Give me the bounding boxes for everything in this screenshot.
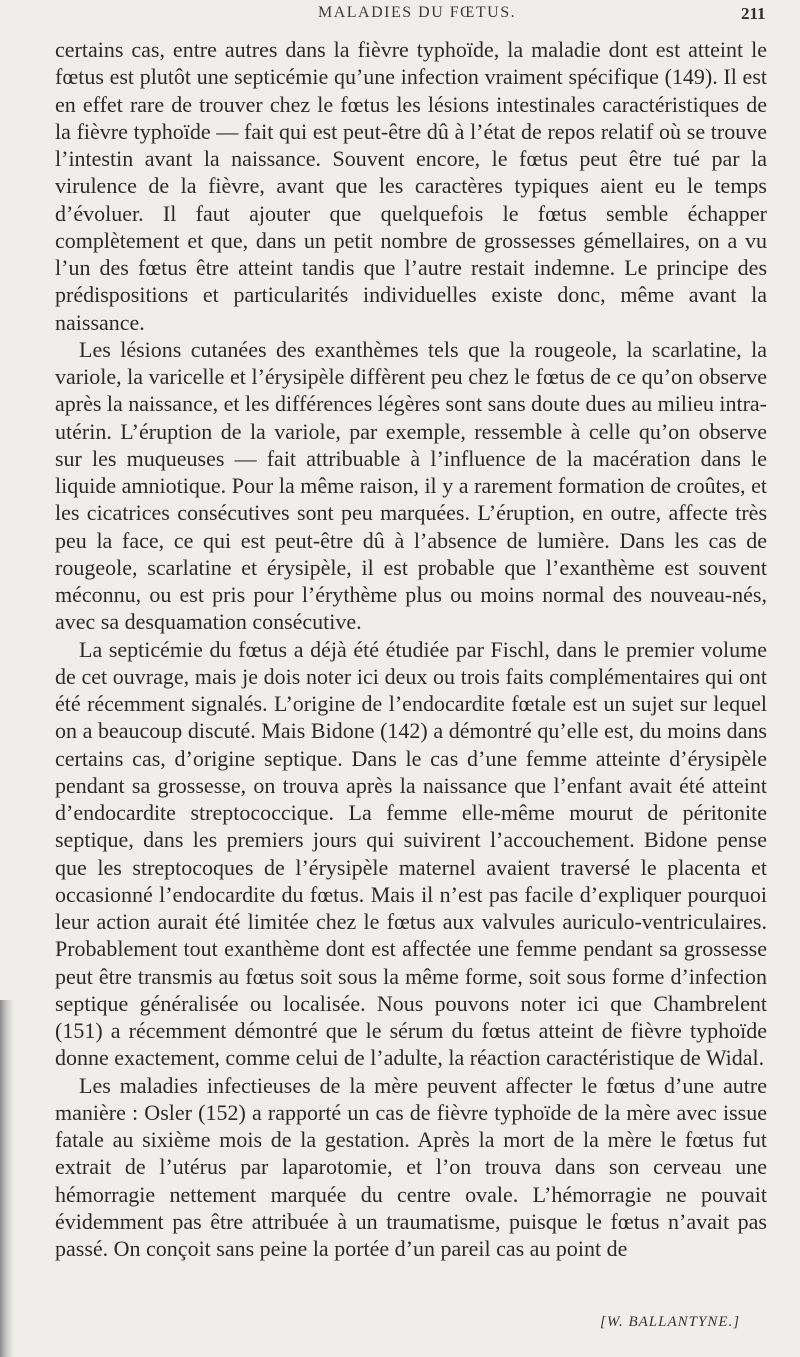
body-text bbox=[55, 36, 767, 1262]
paragraph: Les maladies infectieuses de la mère peuvent affecter le fœtus d’une autre manière : Osler (152) a rapporté un cas de fièvre typhoïde de la mère avec issue fatale au sixième mois de la gestation. Après la mort de la mère le fœtus fut extrait de l’utérus par laparotomie, et l’on trouva dans son cerveau une hémorragie nettement marquée du centre ovale. L’hémorragie ne pouvait évidemment pas être attribuée à un traumatisme, puisque le fœtus n’avait pas passé. On conçoit sans peine la portée d’un pareil cas au point de bbox=[55, 1072, 767, 1261]
paragraph: certains cas, entre autres dans la fièvre typhoïde, la maladie dont est atteint le fœtus est plutôt une septicémie qu’une infection vraiment spécifique (149). Il est en effet rare de trouver chez le fœtus les lésions intestinales caractéristiques de la fièvre typhoïde — fait qui est peut-être dû à l’état de repos relatif où se trouve l’intestin avant la naissance. Souvent encore, le fœtus peut être tué par la virulence de la fièvre, avant que les caractères typiques aient eu le temps d’évoluer. Il faut ajouter que quelquefois le fœtus semble échapper complètement et que, dans un petit nombre de grossesses gémellaires, on a vu l’un des fœtus être atteint tandis que l’autre restait indemne. Le principe des prédispositions et particularités individuelles existe donc, même avant la naissance. bbox=[55, 37, 767, 335]
running-header bbox=[0, 4, 800, 28]
paragraph: La septicémie du fœtus a déjà été étudiée par Fischl, dans le premier volume de cet ouvrage, mais je dois noter ici deux ou trois faits complémentaires qui ont été récemment signalés. L’origine de l’endocardite fœtale est un sujet sur lequel on a beaucoup discuté. Mais Bidone (142) a démontré qu’elle est, du moins dans certains cas, d’origine septique. Dans le cas d’une femme atteinte d’érysipèle pendant sa grossesse, on trouva après la naissance que l’enfant avait été atteint d’endocardite streptococcique. La femme elle-même mourut de péritonite septique, dans les premiers jours qui suivirent l’accouchement. Bidone pense que les streptocoques de l’érysipèle maternel avaient traversé le placenta et occasionné l’endocardite du fœtus. Mais il n’est pas facile d’expliquer pourquoi leur action aurait été limitée chez le fœtus aux valvules auriculo-ventriculaires. Probablement tout exanthème dont est affectée une femme pendant sa grossesse peut être transmis au fœtus soit sous la même forme, soit sous forme d’infection septique généralisée ou localisée. Nous pouvons noter ici que Chambrelent (151) a récemment démontré que le sérum du fœtus atteint de fièvre typhoïde donne exactement, comme celui de l’adulte, la réaction caractéristique de Widal. bbox=[55, 636, 767, 1071]
running-title: MALADIES DU FŒTUS. bbox=[318, 4, 517, 21]
page-number: 211 bbox=[741, 4, 766, 23]
page-edge-shadow bbox=[0, 1000, 14, 1357]
footer-signature: [W. BALLANTYNE.] bbox=[600, 1314, 741, 1330]
paragraph: Les lésions cutanées des exanthèmes tels que la rougeole, la scarlatine, la variole, la varicelle et l’érysipèle diffèrent peu chez le fœtus de ce qu’on observe après la naissance, et les différences légères sont sans doute dues au milieu intra-utérin. L’éruption de la variole, par exemple, ressemble à celle qu’on observe sur les muqueuses — fait attribuable à l’influence de la macération dans le liquide amniotique. Pour la même raison, il y a rarement formation de croûtes, et les cicatrices consécutives sont peu marquées. L’éruption, en outre, affecte très peu la face, ce qui est peut-être dû à l’absence de lumière. Dans les cas de rougeole, scarlatine et érysipèle, il est probable que l’exanthème est souvent méconnu, ou est pris pour l’érythème plus ou moins normal des nouveau-nés, avec sa desquamation consécutive. bbox=[55, 336, 767, 635]
